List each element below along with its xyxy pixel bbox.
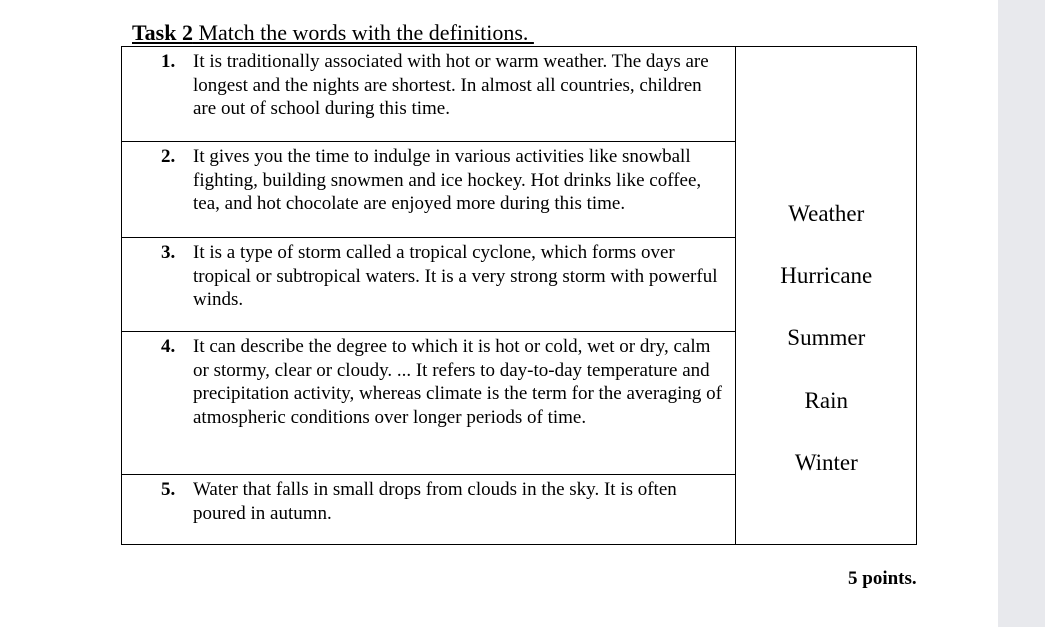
definition-item	[122, 475, 735, 525]
definition-item	[122, 238, 735, 312]
task-number: Task 2	[132, 20, 193, 45]
task-instruction: Match the words with the definitions.	[192, 20, 534, 45]
words-cell	[736, 47, 917, 545]
definition-cell-2	[122, 142, 736, 238]
definition-cell-5	[122, 475, 736, 545]
definition-text: Water that falls in small drops from clouds in the sky. It is often poured in autumn.	[193, 479, 677, 524]
definition-number: 2.	[161, 146, 176, 167]
table-row	[122, 47, 917, 142]
definition-cell-4	[122, 332, 736, 475]
word-item: Hurricane	[780, 263, 873, 288]
definition-number: 1.	[161, 51, 176, 72]
points-label: 5 points.	[848, 568, 917, 589]
word-list	[736, 47, 916, 544]
definition-text: It gives you the time to indulge in various activities like snowball fighting, building snowmen and ice hockey. Hot drinks like coffee, tea, and hot chocolate are enjoyed more during this time.	[193, 146, 702, 214]
definition-cell-1	[122, 47, 736, 142]
viewer-gutter	[998, 0, 1045, 627]
definition-number: 4.	[161, 336, 176, 357]
definition-cell-3	[122, 238, 736, 332]
word-item: Rain	[804, 388, 848, 413]
definition-item	[122, 47, 735, 121]
definition-text: It is a type of storm called a tropical cyclone, which forms over tropical or subtropical waters. It is a very strong storm with powerful winds.	[193, 242, 718, 310]
definition-number: 5.	[161, 479, 176, 500]
definition-text: It can describe the degree to which it is hot or cold, wet or dry, calm or stormy, clear or cloudy. ... It refers to day-to-day temperature and precipitation activity, whereas climate is the term for the averaging of atmospheric conditions over longer periods of time.	[193, 336, 722, 428]
matching-table	[121, 46, 917, 545]
definition-item	[122, 142, 735, 216]
task-title	[132, 20, 534, 46]
word-item: Summer	[787, 325, 866, 350]
word-item: Winter	[794, 450, 858, 475]
definition-item	[122, 332, 735, 429]
definition-text: It is traditionally associated with hot or warm weather. The days are longest and the nights are shortest. In almost all countries, children are out of school during this time.	[193, 51, 709, 119]
definition-number: 3.	[161, 242, 176, 263]
word-item: Weather	[788, 201, 865, 226]
